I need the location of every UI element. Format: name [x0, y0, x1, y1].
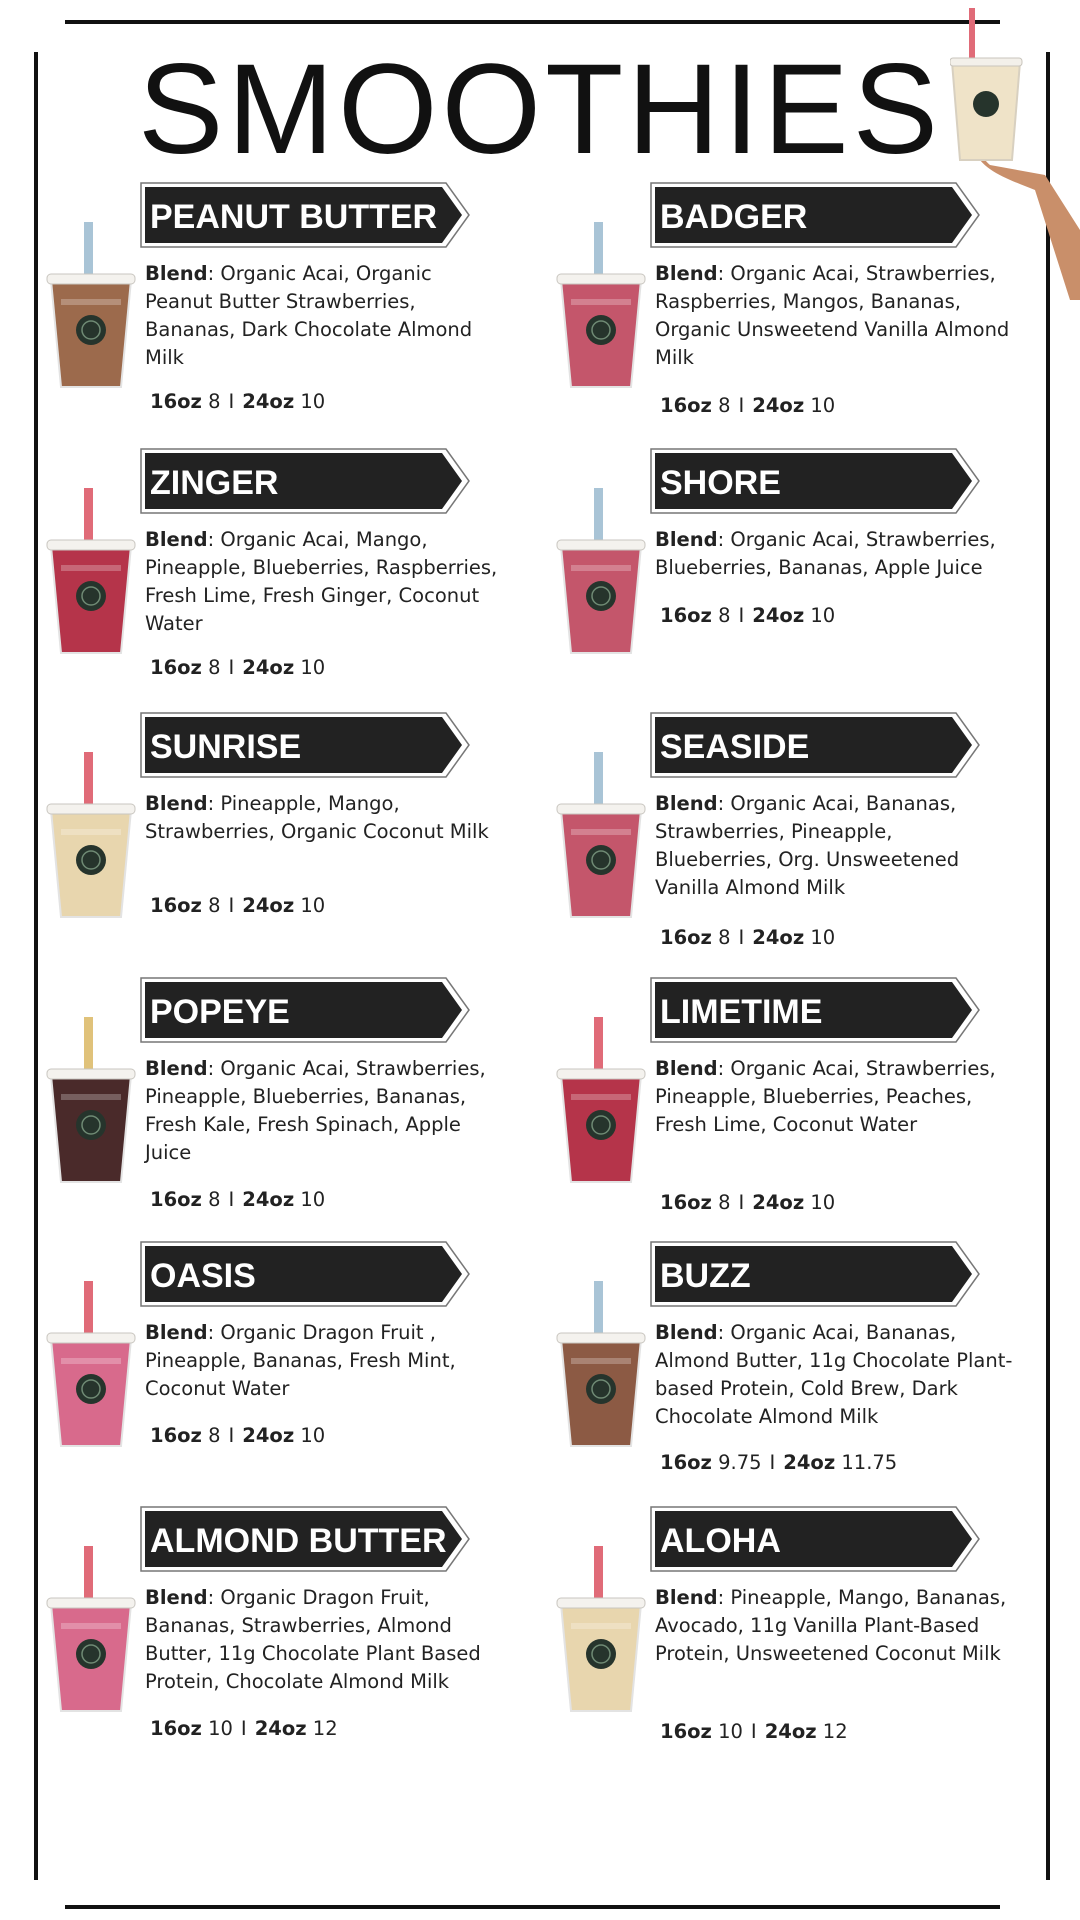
price-separator: I [750, 1720, 757, 1743]
item-blend [655, 790, 1015, 902]
menu-item-limetime [555, 977, 1075, 1247]
item-blend [145, 790, 505, 846]
price-24oz: 10 [300, 1424, 326, 1447]
price-16oz: 10 [718, 1720, 743, 1743]
price-separator: I [738, 394, 745, 417]
item-name: ZINGER [150, 464, 279, 502]
size-16oz-label: 16oz [150, 894, 202, 917]
size-16oz-label: 16oz [150, 1717, 202, 1740]
size-24oz-label: 24oz [242, 894, 295, 917]
item-blend [145, 526, 505, 638]
price-separator: I [228, 390, 235, 413]
price-16oz: 8 [208, 894, 221, 917]
blend-label: Blend [655, 1321, 718, 1344]
size-16oz-label: 16oz [660, 926, 712, 949]
item-price [150, 1717, 338, 1740]
size-24oz-label: 24oz [254, 1717, 307, 1740]
size-16oz-label: 16oz [150, 1188, 202, 1211]
blend-label: Blend [655, 1586, 718, 1609]
price-16oz: 8 [208, 1424, 221, 1447]
size-24oz-label: 24oz [752, 1191, 805, 1214]
size-24oz-label: 24oz [752, 926, 805, 949]
item-price [660, 1720, 848, 1743]
blend-label: Blend [145, 1586, 208, 1609]
size-16oz-label: 16oz [660, 1451, 712, 1474]
blend-label: Blend [655, 1057, 718, 1080]
price-separator: I [769, 1451, 776, 1474]
item-name: BADGER [660, 198, 808, 236]
price-24oz: 12 [312, 1717, 338, 1740]
menu-item-popeye [45, 977, 565, 1247]
item-name: SEASIDE [660, 728, 810, 766]
blend-label: Blend [145, 1321, 208, 1344]
size-24oz-label: 24oz [242, 1424, 295, 1447]
price-16oz: 8 [718, 926, 731, 949]
price-24oz: 12 [822, 1720, 848, 1743]
item-blend [145, 1584, 505, 1696]
item-price [660, 926, 835, 949]
item-price [150, 1424, 325, 1447]
item-name: OASIS [150, 1257, 256, 1295]
blend-ingredients: : Organic Acai, Mango, Pineapple, Blueberries, Raspberries, Fresh Lime, Fresh Ginger, Coconut Water [145, 528, 498, 635]
cup-image [45, 222, 137, 392]
size-16oz-label: 16oz [150, 1424, 202, 1447]
item-price [660, 604, 835, 627]
cup-image [555, 752, 647, 922]
price-24oz: 10 [810, 394, 836, 417]
price-16oz: 8 [208, 1188, 221, 1211]
price-24oz: 10 [300, 656, 326, 679]
price-16oz: 8 [208, 390, 221, 413]
size-24oz-label: 24oz [242, 656, 295, 679]
item-name: ALOHA [660, 1522, 781, 1560]
price-24oz: 10 [300, 894, 326, 917]
blend-label: Blend [145, 1057, 208, 1080]
blend-ingredients: : Organic Acai, Bananas, Almond Butter, 11g Chocolate Plant-based Protein, Cold Brew, Dark Chocolate Almond Milk [655, 1321, 1013, 1428]
menu-item-buzz [555, 1241, 1075, 1511]
blend-label: Blend [655, 262, 718, 285]
price-16oz: 8 [208, 656, 221, 679]
price-separator: I [228, 1188, 235, 1211]
size-16oz-label: 16oz [660, 1720, 712, 1743]
item-price [150, 1188, 325, 1211]
item-blend [655, 1319, 1015, 1431]
price-24oz: 10 [810, 1191, 836, 1214]
item-name: SHORE [660, 464, 781, 502]
item-name: SUNRISE [150, 728, 302, 766]
size-16oz-label: 16oz [660, 1191, 712, 1214]
blend-ingredients: : Organic Dragon Fruit , Pineapple, Bananas, Fresh Mint, Coconut Water [145, 1321, 456, 1400]
price-separator: I [228, 894, 235, 917]
price-separator: I [738, 926, 745, 949]
size-24oz-label: 24oz [783, 1451, 836, 1474]
item-price [150, 390, 325, 413]
price-24oz: 10 [810, 604, 836, 627]
blend-ingredients: : Organic Dragon Fruit, Bananas, Strawberries, Almond Butter, 11g Chocolate Plant Based Protein, Chocolate Almond Milk [145, 1586, 481, 1693]
blend-ingredients: : Pineapple, Mango, Bananas, Avocado, 11g Vanilla Plant-Based Protein, Unsweetened Coconut Milk [655, 1586, 1007, 1665]
item-price [660, 1451, 897, 1474]
price-separator: I [240, 1717, 247, 1740]
price-24oz: 10 [300, 390, 326, 413]
blend-ingredients: : Organic Acai, Strawberries, Pineapple, Blueberries, Peaches, Fresh Lime, Coconut Water [655, 1057, 996, 1136]
menu-item-zinger [45, 448, 565, 718]
blend-ingredients: : Organic Acai, Strawberries, Pineapple, Blueberries, Bananas, Fresh Kale, Fresh Spinach, Apple Juice [145, 1057, 486, 1164]
item-name: POPEYE [150, 993, 290, 1031]
item-blend [655, 1584, 1015, 1668]
cup-image [45, 1546, 137, 1716]
blend-label: Blend [145, 262, 208, 285]
item-price [660, 394, 835, 417]
size-24oz-label: 24oz [752, 394, 805, 417]
bottom-rule [65, 1905, 1000, 1909]
page-title: SMOOTHIES [137, 38, 943, 181]
menu-item-almond-butter [45, 1506, 565, 1776]
item-blend [655, 1055, 1015, 1139]
item-blend [145, 1055, 505, 1167]
cup-image [45, 752, 137, 922]
item-name: LIMETIME [660, 993, 823, 1031]
blend-label: Blend [145, 792, 208, 815]
cup-image [45, 1017, 137, 1187]
left-rule [34, 52, 38, 1880]
cup-image [555, 488, 647, 658]
blend-label: Blend [655, 792, 718, 815]
cup-image [555, 1546, 647, 1716]
item-price [150, 656, 325, 679]
price-24oz: 10 [300, 1188, 326, 1211]
cup-image [555, 1281, 647, 1451]
menu-item-aloha [555, 1506, 1075, 1776]
menu-item-oasis [45, 1241, 565, 1511]
price-24oz: 10 [810, 926, 836, 949]
blend-ingredients: : Organic Acai, Organic Peanut Butter Strawberries, Bananas, Dark Chocolate Almond Milk [145, 262, 473, 369]
price-24oz: 11.75 [841, 1451, 898, 1474]
item-price [660, 1191, 835, 1214]
item-blend [655, 526, 1015, 582]
item-name: PEANUT BUTTER [150, 198, 438, 236]
cup-image [555, 222, 647, 392]
price-16oz: 8 [718, 394, 731, 417]
cup-image [45, 488, 137, 658]
menu-item-badger [555, 182, 1075, 452]
cup-image [555, 1017, 647, 1187]
price-separator: I [738, 1191, 745, 1214]
cup-image [45, 1281, 137, 1451]
size-24oz-label: 24oz [242, 390, 295, 413]
item-name: ALMOND BUTTER [150, 1522, 447, 1560]
price-16oz: 10 [208, 1717, 233, 1740]
blend-label: Blend [145, 528, 208, 551]
blend-label: Blend [655, 528, 718, 551]
item-price [150, 894, 325, 917]
size-16oz-label: 16oz [150, 656, 202, 679]
top-rule [65, 20, 1000, 24]
size-16oz-label: 16oz [660, 604, 712, 627]
item-blend [145, 1319, 505, 1403]
price-separator: I [228, 1424, 235, 1447]
blend-ingredients: : Organic Acai, Strawberries, Raspberries, Mangos, Bananas, Organic Unsweetend Vanilla Almond Milk [655, 262, 1010, 369]
blend-ingredients: : Organic Acai, Strawberries, Blueberries, Bananas, Apple Juice [655, 528, 996, 579]
item-blend [655, 260, 1015, 372]
price-separator: I [738, 604, 745, 627]
size-24oz-label: 24oz [242, 1188, 295, 1211]
menu-item-seaside [555, 712, 1075, 982]
blend-ingredients: : Pineapple, Mango, Strawberries, Organic Coconut Milk [145, 792, 489, 843]
price-16oz: 8 [718, 604, 731, 627]
price-separator: I [228, 656, 235, 679]
size-16oz-label: 16oz [150, 390, 202, 413]
menu-item-sunrise [45, 712, 565, 982]
menu-item-peanut-butter [45, 182, 565, 452]
size-24oz-label: 24oz [764, 1720, 817, 1743]
item-name: BUZZ [660, 1257, 751, 1295]
menu-item-shore [555, 448, 1075, 718]
blend-ingredients: : Organic Acai, Bananas, Strawberries, Pineapple, Blueberries, Org. Unsweetened Vanilla Almond Milk [655, 792, 960, 899]
price-16oz: 9.75 [718, 1451, 762, 1474]
size-16oz-label: 16oz [660, 394, 712, 417]
price-16oz: 8 [718, 1191, 731, 1214]
item-blend [145, 260, 505, 372]
size-24oz-label: 24oz [752, 604, 805, 627]
